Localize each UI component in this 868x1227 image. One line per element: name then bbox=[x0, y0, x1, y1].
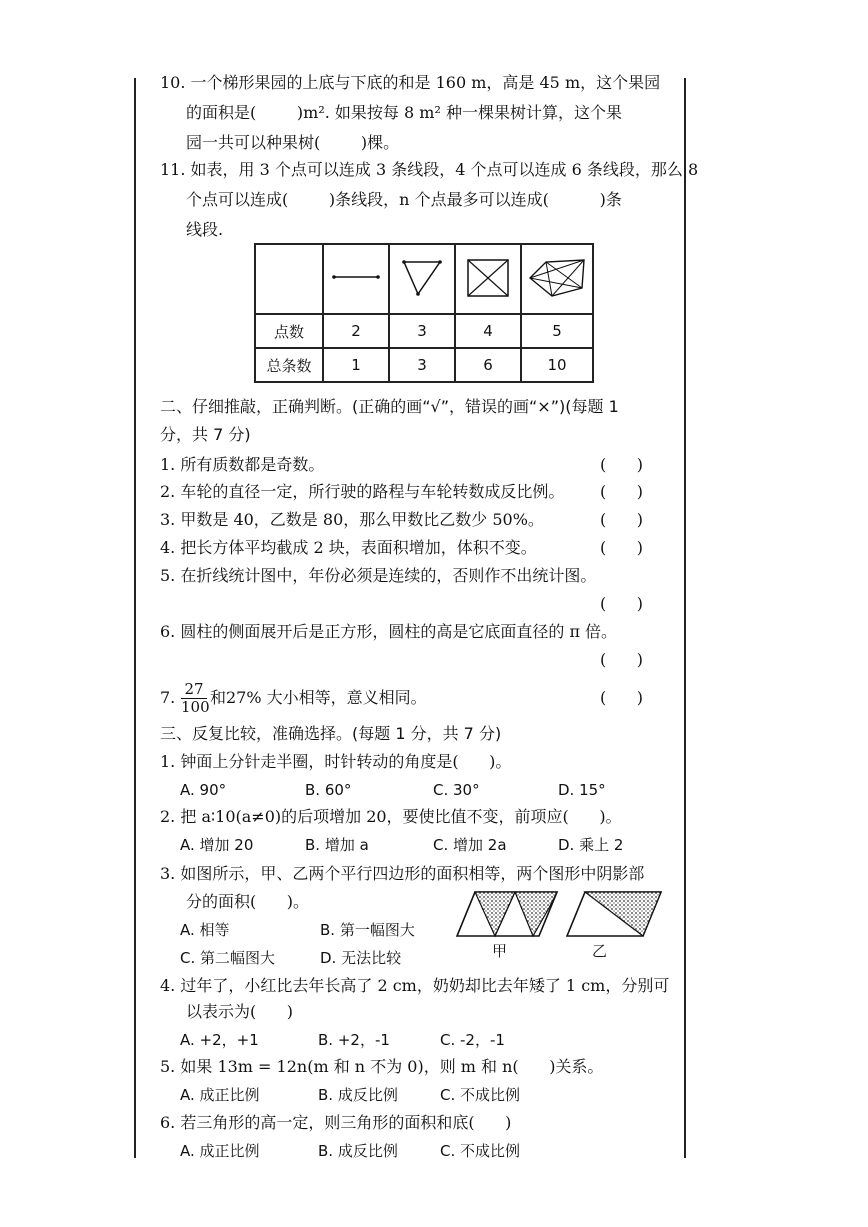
section3-title: 三、反复比较，准确选择。(每题 1 分，共 7 分) bbox=[160, 724, 502, 743]
figure-jia bbox=[457, 892, 557, 936]
answer-paren-1[interactable]: ( ) bbox=[600, 455, 643, 474]
answer-paren-4[interactable]: ( ) bbox=[600, 538, 643, 557]
judge-item-1: 1. 所有质数都是奇数。 bbox=[160, 455, 325, 474]
segments-cell: 1 bbox=[323, 348, 389, 382]
choice-q4-stem-line1: 4. 过年了，小红比去年长高了 2 cm，奶奶却比去年矮了 1 cm，分别可 bbox=[160, 976, 670, 995]
segments-cell: 10 bbox=[521, 348, 593, 382]
q4-option-a[interactable]: A. +2，+1 bbox=[180, 1031, 259, 1049]
choice-q3-stem-line1: 3. 如图所示，甲、乙两个平行四边形的面积相等，两个图形中阴影部 bbox=[160, 864, 645, 883]
judge-item-4: 4. 把长方体平均截成 2 块，表面积增加，体积不变。 bbox=[160, 538, 537, 557]
judge-item-7-number: 7. bbox=[160, 688, 176, 707]
fraction-denominator: 100 bbox=[181, 698, 210, 716]
choice-q4-stem-line2: 以表示为( ) bbox=[186, 1002, 294, 1021]
judge-item-6: 6. 圆柱的侧面展开后是正方形，圆柱的高是它底面直径的 π 倍。 bbox=[160, 622, 618, 641]
q1-option-a[interactable]: A. 90° bbox=[180, 781, 227, 799]
q3-option-a[interactable]: A. 相等 bbox=[180, 921, 230, 939]
answer-paren-3[interactable]: ( ) bbox=[600, 510, 643, 529]
answer-paren-2[interactable]: ( ) bbox=[600, 482, 643, 501]
q3-option-d[interactable]: D. 无法比较 bbox=[320, 949, 402, 967]
segments-cell: 3 bbox=[389, 348, 455, 382]
q1-option-d[interactable]: D. 15° bbox=[558, 781, 606, 799]
figure-two-points bbox=[323, 244, 389, 314]
judge-item-7: 和27% 大小相等，意义相同。 bbox=[210, 688, 427, 707]
figure-four-points bbox=[455, 244, 521, 314]
q2-option-a[interactable]: A. 增加 20 bbox=[180, 836, 254, 854]
q11-line1: 11. 如表，用 3 个点可以连成 3 条线段，4 个点可以连成 6 条线段，那么 8 bbox=[160, 160, 699, 179]
choice-q5-stem: 5. 如果 13m = 12n(m 和 n 不为 0)，则 m 和 n( )关系。 bbox=[160, 1057, 604, 1076]
q1-option-c[interactable]: C. 30° bbox=[433, 781, 480, 799]
q1-option-b[interactable]: B. 60° bbox=[305, 781, 352, 799]
q6-option-b[interactable]: B. 成反比例 bbox=[318, 1142, 398, 1160]
points-cell: 5 bbox=[521, 314, 593, 348]
q4-option-b[interactable]: B. +2，-1 bbox=[318, 1031, 390, 1049]
q11-line3: 线段. bbox=[186, 220, 224, 239]
judge-item-3: 3. 甲数是 40，乙数是 80，那么甲数比乙数少 50%。 bbox=[160, 510, 544, 529]
q5-option-a[interactable]: A. 成正比例 bbox=[180, 1086, 260, 1104]
q5-option-c[interactable]: C. 不成比例 bbox=[440, 1086, 521, 1104]
q10-line2: 的面积是( )m². 如果按每 8 m² 种一棵果树计算，这个果 bbox=[186, 103, 622, 122]
row-label-segments: 总条数 bbox=[255, 348, 323, 382]
q2-option-d[interactable]: D. 乘上 2 bbox=[558, 836, 624, 854]
q3-option-b[interactable]: B. 第一幅图大 bbox=[320, 921, 415, 939]
left-margin-line bbox=[134, 78, 136, 1158]
section2-title-line2: 分，共 7 分) bbox=[160, 425, 251, 444]
judge-item-2: 2. 车轮的直径一定，所行驶的路程与车轮转数成反比例。 bbox=[160, 482, 565, 501]
figure-label-jia: 甲 bbox=[492, 942, 508, 960]
figure-three-points bbox=[389, 244, 455, 314]
judge-item-5: 5. 在折线统计图中，年份必须是连续的，否则作不出统计图。 bbox=[160, 566, 597, 585]
answer-paren-6[interactable]: ( ) bbox=[600, 650, 643, 669]
choice-q1-stem: 1. 钟面上分针走半圈，时针转动的角度是( )。 bbox=[160, 752, 512, 771]
answer-paren-5[interactable]: ( ) bbox=[600, 594, 643, 613]
figure-five-points bbox=[521, 244, 593, 314]
q10-line3: 园一共可以种果树( )棵。 bbox=[186, 133, 400, 152]
points-segments-table bbox=[254, 243, 594, 383]
fraction-27-100 bbox=[181, 680, 210, 716]
right-margin-line bbox=[684, 78, 686, 1158]
parallelogram-figures bbox=[455, 888, 665, 940]
q11-line2: 个点可以连成( )条线段，n 个点最多可以连成( )条 bbox=[186, 190, 622, 209]
q6-option-c[interactable]: C. 不成比例 bbox=[440, 1142, 521, 1160]
section2-title-line1: 二、仔细推敲，正确判断。(正确的画“√”，错误的画“×”)(每题 1 bbox=[160, 397, 619, 416]
q5-option-b[interactable]: B. 成反比例 bbox=[318, 1086, 398, 1104]
q2-option-c[interactable]: C. 增加 2a bbox=[433, 836, 507, 854]
fraction-numerator: 27 bbox=[184, 680, 204, 698]
points-cell: 3 bbox=[389, 314, 455, 348]
q4-option-c[interactable]: C. -2，-1 bbox=[440, 1031, 505, 1049]
choice-q3-stem-line2: 分的面积( )。 bbox=[186, 892, 310, 911]
table-corner-cell bbox=[255, 244, 323, 314]
points-cell: 4 bbox=[455, 314, 521, 348]
points-cell: 2 bbox=[323, 314, 389, 348]
q10-line1: 10. 一个梯形果园的上底与下底的和是 160 m，高是 45 m，这个果园 bbox=[160, 73, 661, 92]
segments-cell: 6 bbox=[455, 348, 521, 382]
q2-option-b[interactable]: B. 增加 a bbox=[305, 836, 369, 854]
figure-label-yi: 乙 bbox=[592, 942, 608, 960]
q3-option-c[interactable]: C. 第二幅图大 bbox=[180, 949, 276, 967]
q6-option-a[interactable]: A. 成正比例 bbox=[180, 1142, 260, 1160]
choice-q6-stem: 6. 若三角形的高一定，则三角形的面积和底( ) bbox=[160, 1113, 512, 1132]
answer-paren-7[interactable]: ( ) bbox=[600, 688, 643, 707]
figure-yi bbox=[567, 892, 661, 936]
row-label-points: 点数 bbox=[255, 314, 323, 348]
choice-q2-stem: 2. 把 a∶10(a≠0)的后项增加 20，要使比值不变，前项应( )。 bbox=[160, 807, 622, 826]
